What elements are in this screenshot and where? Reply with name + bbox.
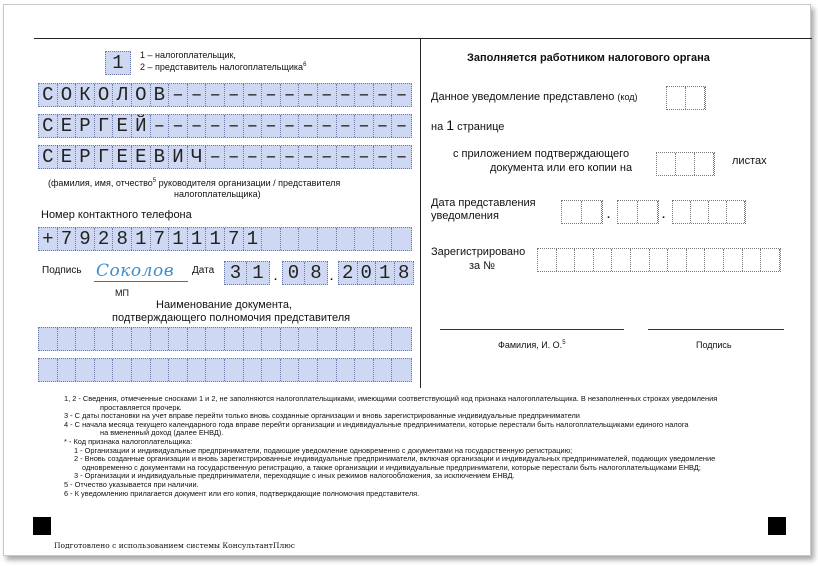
taxpayer-code-cell[interactable] [105, 51, 131, 75]
form-cell[interactable]: – [337, 84, 356, 106]
date-submitted-label-line2: уведомления [431, 210, 499, 222]
form-cell[interactable] [668, 249, 687, 271]
document-name-cells-row1[interactable] [38, 327, 412, 351]
form-cell[interactable]: 1 [112, 52, 124, 74]
patronymic-cells[interactable] [38, 145, 412, 169]
form-cell[interactable]: – [151, 115, 170, 137]
form-cell[interactable] [374, 359, 393, 381]
form-cell[interactable]: – [262, 84, 281, 106]
footnote: 2 - Вновь созданные организации и вновь зарегистрированные индивидуальные предприниматели, включая организации и индивидуальных предпринимателей, подающих уведомление [74, 454, 716, 464]
submission-code-cells[interactable] [666, 86, 706, 110]
form-cell[interactable]: – [206, 146, 225, 168]
form-cell[interactable]: И [169, 146, 188, 168]
form-cell[interactable] [318, 228, 337, 250]
form-cell[interactable] [657, 153, 676, 175]
form-cell[interactable] [58, 359, 77, 381]
form-cell[interactable]: 7 [225, 228, 244, 250]
form-cell[interactable] [225, 359, 244, 381]
form-cell[interactable]: – [299, 146, 318, 168]
column-divider [420, 38, 421, 388]
submitted-label: Данное уведомление представлено (код) [431, 91, 638, 103]
name-cells[interactable] [38, 114, 412, 138]
form-cell[interactable]: 1 [252, 262, 264, 284]
form-cell[interactable] [299, 328, 318, 350]
form-cell[interactable]: – [169, 84, 188, 106]
phone-label: Номер контактного телефона [41, 209, 192, 221]
form-cell[interactable]: – [188, 84, 207, 106]
form-cell[interactable]: – [318, 84, 337, 106]
form-cell[interactable]: – [374, 115, 393, 137]
form-cell[interactable]: 8 [310, 262, 322, 284]
form-cell[interactable] [631, 249, 650, 271]
form-cell[interactable]: Е [132, 146, 151, 168]
form-cell[interactable]: – [281, 84, 300, 106]
form-cell[interactable] [113, 328, 132, 350]
footnote: на вмененный доход (далее ЕНВД). [100, 428, 224, 438]
form-cell[interactable] [705, 249, 724, 271]
fio-caption-line2: налогоплательщика) [174, 189, 261, 199]
form-cell[interactable]: Г [95, 146, 114, 168]
form-cell[interactable]: + [39, 228, 58, 250]
form-cell[interactable]: 1 [188, 228, 207, 250]
form-cell[interactable]: – [299, 115, 318, 137]
date-dot: . [662, 209, 666, 221]
form-cell[interactable]: 3 [225, 262, 247, 284]
form-cell[interactable]: – [355, 146, 374, 168]
tax-office-header: Заполняется работником налогового органа [467, 52, 710, 64]
form-cell[interactable] [188, 359, 207, 381]
form-cell[interactable] [95, 359, 114, 381]
form-cell[interactable]: – [374, 84, 393, 106]
form-cell[interactable] [169, 328, 188, 350]
form-cell[interactable] [392, 359, 411, 381]
form-cell[interactable]: Ч [188, 146, 207, 168]
form-page [3, 4, 811, 556]
form-cell[interactable] [169, 359, 188, 381]
form-cell[interactable]: – [169, 115, 188, 137]
date-year-cells[interactable] [338, 261, 414, 285]
form-cell[interactable]: – [262, 146, 281, 168]
form-cell[interactable] [638, 201, 658, 223]
form-cell[interactable]: 1 [376, 262, 395, 284]
form-cell[interactable]: Е [113, 115, 132, 137]
registration-number-cells[interactable] [537, 248, 781, 272]
form-cell[interactable] [337, 328, 356, 350]
form-cell[interactable]: 2 [339, 262, 358, 284]
role-option-2: 2 – представитель налогоплательщика$^6$ [140, 62, 307, 72]
form-cell[interactable] [225, 328, 244, 350]
top-border-line [34, 38, 812, 39]
form-cell[interactable] [299, 359, 318, 381]
form-cell[interactable]: О [132, 84, 151, 106]
fio-caption: (фамилия, имя, отчество$^5$ руководителя организации / представителя [48, 178, 341, 188]
form-cell[interactable]: 1 [132, 228, 151, 250]
registered-label-line1: Зарегистрировано [431, 246, 526, 258]
phone-cells[interactable] [38, 227, 412, 251]
form-cell[interactable] [113, 359, 132, 381]
form-cell[interactable] [355, 228, 374, 250]
form-cell[interactable] [673, 201, 691, 223]
sign-line [648, 329, 784, 330]
footnote: 5 - Отчество указывается при наличии. [64, 479, 199, 489]
mp-label: МП [115, 288, 129, 298]
form-cell[interactable] [538, 249, 557, 271]
fio-label: Фамилия, И. О.$^5$ [498, 340, 566, 350]
footer-consultant: Подготовлено с использованием системы КонсультантПлюс [54, 541, 295, 550]
form-cell[interactable]: 2 [95, 228, 114, 250]
sheets-label: листах [732, 155, 767, 167]
form-cell[interactable]: 8 [113, 228, 132, 250]
form-cell[interactable] [151, 359, 170, 381]
form-cell[interactable]: 1 [206, 228, 225, 250]
form-cell[interactable] [95, 328, 114, 350]
date-label: Дата [192, 265, 215, 276]
form-cell[interactable] [709, 201, 727, 223]
form-cell[interactable] [374, 328, 393, 350]
form-cell[interactable] [299, 228, 318, 250]
form-cell[interactable]: Е [113, 146, 132, 168]
form-cell[interactable] [337, 359, 356, 381]
form-cell[interactable]: О [95, 84, 114, 106]
form-cell[interactable] [318, 359, 337, 381]
form-cell[interactable]: 1 [244, 228, 263, 250]
doc-title-line1: Наименование документа, [156, 299, 293, 311]
form-cell[interactable]: – [355, 84, 374, 106]
doc-title-line2: подтверждающего полномочия представителя [112, 312, 351, 324]
form-cell[interactable]: 8 [398, 262, 410, 284]
form-cell[interactable]: О [58, 84, 77, 106]
form-cell[interactable] [58, 328, 77, 350]
footnote: * - Код признака налогоплательщика: [64, 436, 193, 446]
form-cell[interactable]: 9 [76, 228, 95, 250]
attachment-label-line1: с приложением подтверждающего [453, 148, 630, 160]
date-dot: . [274, 271, 278, 283]
alignment-marker-right [768, 517, 786, 535]
form-cell[interactable]: Л [113, 84, 132, 106]
footnote: одновременно с документами на государственную регистрацию, а также организации и индивидуальные предприниматели, которые перестали быть налогоплательщиками ЕНВД; [82, 462, 701, 472]
date-dot: . [330, 271, 334, 283]
form-cell[interactable] [132, 359, 151, 381]
form-cell[interactable]: – [244, 84, 263, 106]
form-cell[interactable] [374, 228, 393, 250]
form-cell[interactable]: – [281, 146, 300, 168]
page-count-line: на 1 странице [431, 117, 505, 133]
form-cell[interactable] [188, 328, 207, 350]
form-cell[interactable]: – [337, 146, 356, 168]
surname-cells[interactable] [38, 83, 412, 107]
form-cell[interactable] [761, 249, 780, 271]
form-cell[interactable] [151, 328, 170, 350]
document-name-cells-row2[interactable] [38, 358, 412, 382]
form-cell[interactable]: – [374, 146, 393, 168]
form-cell[interactable]: – [225, 84, 244, 106]
form-cell[interactable] [695, 153, 714, 175]
form-cell[interactable]: Р [76, 115, 95, 137]
form-cell[interactable] [39, 359, 58, 381]
form-cell[interactable] [687, 249, 706, 271]
date-dot: . [607, 209, 611, 221]
form-cell[interactable] [206, 359, 225, 381]
form-cell[interactable] [743, 249, 762, 271]
form-cell[interactable] [318, 328, 337, 350]
attachment-label-line2: документа или его копии на [490, 162, 633, 174]
form-cell[interactable] [206, 328, 225, 350]
form-cell[interactable]: – [225, 146, 244, 168]
form-cell[interactable]: 7 [151, 228, 170, 250]
signature-line [94, 281, 188, 282]
form-cell[interactable] [594, 249, 613, 271]
submitted-day-cells[interactable] [561, 200, 603, 224]
form-cell[interactable]: 1 [169, 228, 188, 250]
form-cell[interactable]: – [318, 146, 337, 168]
form-cell[interactable] [618, 201, 638, 223]
footnote: 1, 2 - Сведения, отмеченные сносками 1 и 2, не заполняются налогоплательщиками, имеющими соответствующий код признака налогоплательщика. В незаполненных строках уведомления [64, 394, 718, 403]
registered-label-line2: за № [469, 260, 496, 272]
form-cell[interactable]: – [355, 115, 374, 137]
form-cell[interactable] [262, 228, 281, 250]
form-cell[interactable]: С [39, 84, 58, 106]
form-cell[interactable] [392, 228, 411, 250]
form-cell[interactable]: С [39, 115, 58, 137]
form-cell[interactable] [691, 201, 709, 223]
role-option-1: 1 – налогоплательщик, [140, 50, 236, 60]
sheet-count-cells[interactable] [656, 152, 715, 176]
form-cell[interactable] [392, 328, 411, 350]
fio-signature-line [440, 329, 624, 330]
form-cell[interactable]: – [281, 115, 300, 137]
sign-label: Подпись [696, 340, 732, 350]
form-cell[interactable] [724, 249, 743, 271]
submitted-month-cells[interactable] [617, 200, 659, 224]
form-cell[interactable]: В [151, 84, 170, 106]
form-cell[interactable] [667, 87, 686, 109]
date-submitted-label-line1: Дата представления [431, 197, 536, 209]
form-cell[interactable]: – [244, 146, 263, 168]
form-cell[interactable]: 0 [358, 262, 377, 284]
footnote: 6 - К уведомлению прилагается документ или его копия, подтверждающие полномочия представителя. [64, 488, 420, 498]
form-cell[interactable]: – [206, 84, 225, 106]
form-cell[interactable]: Г [95, 115, 114, 137]
form-cell[interactable] [337, 228, 356, 250]
form-cell[interactable] [355, 328, 374, 350]
form-cell[interactable]: 0 [283, 262, 305, 284]
form-cell[interactable]: – [299, 84, 318, 106]
form-cell[interactable] [281, 359, 300, 381]
form-cell[interactable]: – [262, 115, 281, 137]
form-cell[interactable]: – [188, 115, 207, 137]
form-cell[interactable]: – [395, 146, 408, 168]
form-cell[interactable] [557, 249, 576, 271]
footnote: 3 - С даты постановки на учет вправе перейти только вновь созданные организации и вновь зарегистрированные индивидуальные предприниматели [64, 411, 580, 421]
form-cell[interactable]: – [244, 115, 263, 137]
form-cell[interactable] [686, 87, 705, 109]
signature-label: Подпись [42, 265, 82, 276]
form-cell[interactable] [244, 328, 263, 350]
form-cell[interactable] [281, 228, 300, 250]
form-cell[interactable]: В [151, 146, 170, 168]
form-cell[interactable]: – [395, 84, 408, 106]
form-cell[interactable]: К [76, 84, 95, 106]
form-cell[interactable]: Е [58, 115, 77, 137]
form-cell[interactable] [582, 201, 602, 223]
form-cell[interactable] [244, 359, 263, 381]
form-cell[interactable]: – [395, 115, 408, 137]
submitted-year-cells[interactable] [672, 200, 746, 224]
footnotes [64, 395, 784, 498]
form-cell[interactable] [132, 328, 151, 350]
form-cell[interactable] [575, 249, 594, 271]
footnote: проставляется прочерк. [100, 402, 182, 412]
form-cell[interactable] [355, 359, 374, 381]
footnote: 1 - Организации и индивидуальные предприниматели, подающие уведомление одновременно с документами на государственную регистрацию; [74, 445, 573, 455]
form-cell[interactable]: 7 [58, 228, 77, 250]
form-cell[interactable] [76, 359, 95, 381]
form-cell[interactable]: Е [58, 146, 77, 168]
form-cell[interactable] [562, 201, 582, 223]
date-day-cells[interactable] [224, 261, 270, 285]
date-month-cells[interactable] [282, 261, 328, 285]
form-cell[interactable] [650, 249, 669, 271]
footnote: 3 - Организации и индивидуальные предприниматели, переходящие с иных режимов налогообложения, за исключением ЕНВД. [74, 471, 515, 481]
form-cell[interactable]: Й [132, 115, 151, 137]
form-cell[interactable] [262, 328, 281, 350]
form-cell[interactable] [262, 359, 281, 381]
form-cell[interactable]: – [206, 115, 225, 137]
form-cell[interactable]: Р [76, 146, 95, 168]
form-cell[interactable] [676, 153, 695, 175]
form-cell[interactable] [39, 328, 58, 350]
form-cell[interactable] [727, 201, 745, 223]
form-cell[interactable]: – [337, 115, 356, 137]
form-cell[interactable] [76, 328, 95, 350]
form-cell[interactable] [612, 249, 631, 271]
form-cell[interactable]: – [225, 115, 244, 137]
alignment-marker-left [33, 517, 51, 535]
footnote: 4 - С начала месяца текущего календарного года вправе перейти организации и индивидуальные предприниматели, которые перестали быть налогоплательщиками единого налога [64, 419, 689, 429]
form-cell[interactable]: – [318, 115, 337, 137]
signature-image: Соколов [96, 261, 175, 281]
form-cell[interactable]: С [39, 146, 58, 168]
form-cell[interactable] [281, 328, 300, 350]
